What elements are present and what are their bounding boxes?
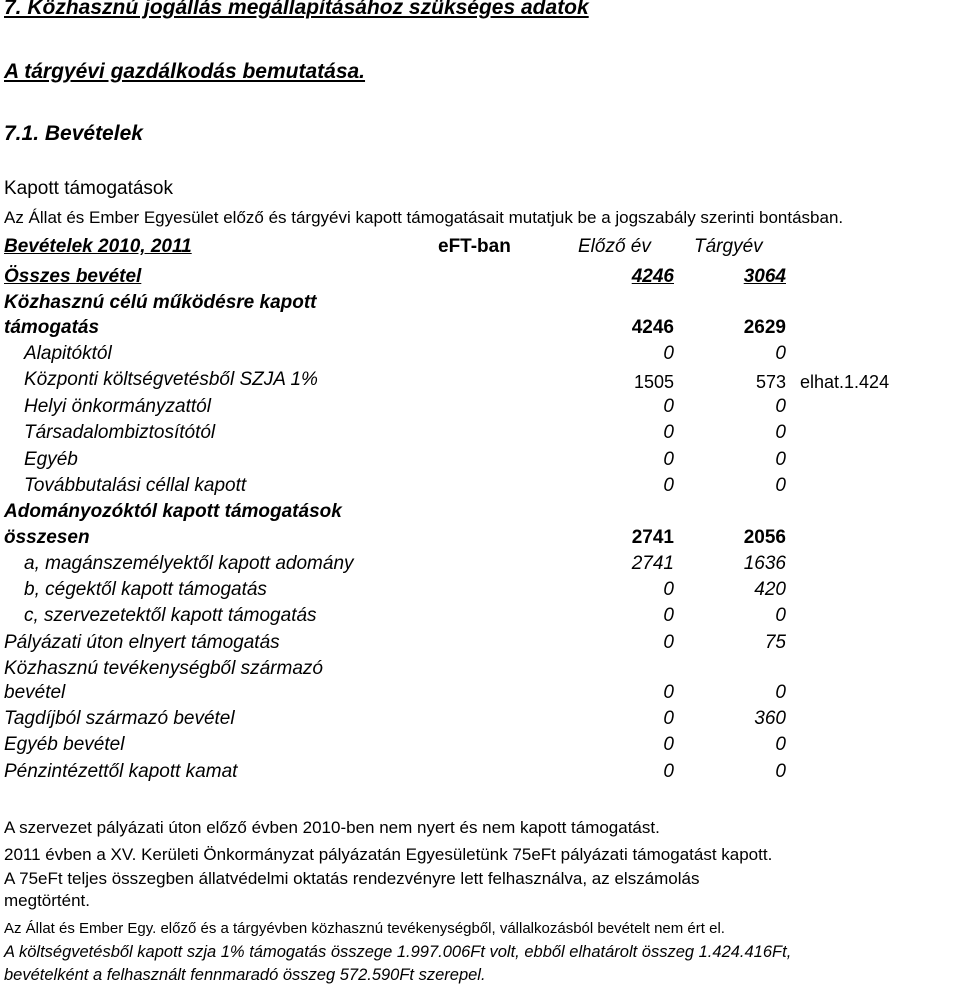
row-label: Közhasznú tevékenységből származó <box>4 658 323 679</box>
table-row-public-support-line1 <box>0 292 960 318</box>
curr-value: 0 <box>775 605 786 626</box>
section-title: 7. Közhasznú jogállás megállapításához szükséges adatok <box>4 0 589 19</box>
curr-value: 0 <box>775 682 786 703</box>
prev-value: 0 <box>663 708 674 729</box>
curr-value: 3064 <box>743 266 786 287</box>
table-row-donors-line1 <box>0 501 960 527</box>
prev-value: 0 <box>663 734 674 755</box>
intro-title: Kapott támogatások <box>4 178 173 199</box>
intro-text: Az Állat és Ember Egyesület előző és tárgyévi kapott támogatásait mutatjuk be a jogszabály szerinti bontásban. <box>4 208 844 227</box>
curr-value: 573 <box>755 372 786 392</box>
table-row <box>0 708 960 734</box>
row-label: a, magánszemélyektől kapott adomány <box>24 553 354 574</box>
row-label: Pénzintézettől kapott kamat <box>4 761 238 782</box>
prev-value: 2741 <box>631 553 674 574</box>
row-label: bevétel <box>4 682 66 703</box>
prev-value: 4246 <box>631 266 674 287</box>
row-label: Helyi önkormányzattól <box>24 396 211 417</box>
row-label: Közhasznú célú működésre kapott <box>4 292 317 313</box>
curr-value: 0 <box>775 396 786 417</box>
curr-value: 0 <box>775 449 786 470</box>
row-label: Egyéb bevétel <box>4 734 125 755</box>
table-row <box>0 369 960 395</box>
table-row <box>0 449 960 475</box>
curr-value: 2629 <box>743 317 786 338</box>
table-row <box>0 396 960 422</box>
row-label: Egyéb <box>24 449 78 470</box>
prev-value: 0 <box>663 449 674 470</box>
row-label: Továbbutalási céllal kapott <box>24 475 247 496</box>
note-paragraph: Az Állat és Ember Egy. előző és a tárgyévben közhasznú tevékenységből, vállalkozásból bevételt nem ért el. <box>4 920 725 937</box>
table-row <box>0 761 960 787</box>
prev-value: 0 <box>663 343 674 364</box>
note-paragraph: A szervezet pályázati úton előző évben 2010-ben nem nyert és nem kapott támogatást. <box>4 818 660 837</box>
curr-value: 420 <box>754 579 786 600</box>
prev-value: 0 <box>663 422 674 443</box>
table-row <box>0 605 960 631</box>
table-row <box>0 343 960 369</box>
prev-value: 0 <box>663 475 674 496</box>
curr-value: 1636 <box>743 553 786 574</box>
curr-value: 0 <box>775 734 786 755</box>
table-row <box>0 734 960 760</box>
col-prev-header: Előző év <box>578 236 651 257</box>
row-label: támogatás <box>4 317 100 338</box>
unit-label: eFT-ban <box>438 236 511 257</box>
table-row <box>0 553 960 579</box>
row-label: Tagdíjból származó bevétel <box>4 708 235 729</box>
heading-bevetelek: 7.1. Bevételek <box>4 122 143 145</box>
curr-value: 2056 <box>743 527 786 548</box>
prev-value: 0 <box>663 682 674 703</box>
curr-value: 75 <box>764 632 786 653</box>
note-paragraph: megtörtént. <box>4 891 90 910</box>
row-label: Összes bevétel <box>4 266 142 287</box>
table-row <box>0 475 960 501</box>
note-paragraph: A költségvetésből kapott szja 1% támogatás összege 1.997.006Ft volt, ebből elhatárolt összeg 1.424.416Ft, <box>4 943 792 961</box>
curr-value: 0 <box>775 422 786 443</box>
row-label: Adományozóktól kapott támogatások <box>4 501 342 522</box>
table-row-public-activity <box>0 682 960 708</box>
col-curr-header: Tárgyév <box>694 236 763 257</box>
row-note: elhat.1.424 <box>800 372 890 392</box>
row-label: Alapitóktól <box>24 343 112 364</box>
note-paragraph: 2011 évben a XV. Kerületi Önkormányzat pályázatán Egyesületünk 75eFt pályázati támogatást kapott. <box>4 845 773 864</box>
table-row <box>0 579 960 605</box>
row-label: b, cégektől kapott támogatás <box>24 579 267 600</box>
prev-value: 0 <box>663 761 674 782</box>
prev-value: 0 <box>663 396 674 417</box>
table-row <box>0 422 960 448</box>
note-paragraph: bevételként a felhasznált fennmaradó összeg 572.590Ft szerepel. <box>4 966 486 984</box>
row-label: Központi költségvetésből SZJA 1% <box>24 369 318 390</box>
curr-value: 0 <box>775 343 786 364</box>
prev-value: 0 <box>663 579 674 600</box>
table-title: Bevételek 2010, 2011 <box>4 236 192 257</box>
table-row-public-activity-line1 <box>0 658 960 684</box>
row-label: Társadalombiztosítótól <box>24 422 216 443</box>
curr-value: 0 <box>775 761 786 782</box>
curr-value: 0 <box>775 475 786 496</box>
prev-value: 0 <box>663 632 674 653</box>
row-label: Pályázati úton elnyert támogatás <box>4 632 280 653</box>
prev-value: 4246 <box>631 317 674 338</box>
prev-value: 2741 <box>631 527 674 548</box>
table-row-tender <box>0 632 960 658</box>
table-row-total <box>0 266 960 292</box>
note-paragraph: A 75eFt teljes összegben állatvédelmi oktatás rendezvényre lett felhasználva, az elszámolás <box>4 869 700 888</box>
curr-value: 360 <box>754 708 786 729</box>
prev-value: 1505 <box>633 372 674 392</box>
prev-value: 0 <box>663 605 674 626</box>
subtitle: A tárgyévi gazdálkodás bemutatása. <box>4 60 366 83</box>
table-header <box>0 236 960 262</box>
row-label: összesen <box>4 527 90 548</box>
table-row-donors <box>0 527 960 553</box>
table-row-public-support <box>0 317 960 343</box>
row-label: c, szervezetektől kapott támogatás <box>24 605 317 626</box>
